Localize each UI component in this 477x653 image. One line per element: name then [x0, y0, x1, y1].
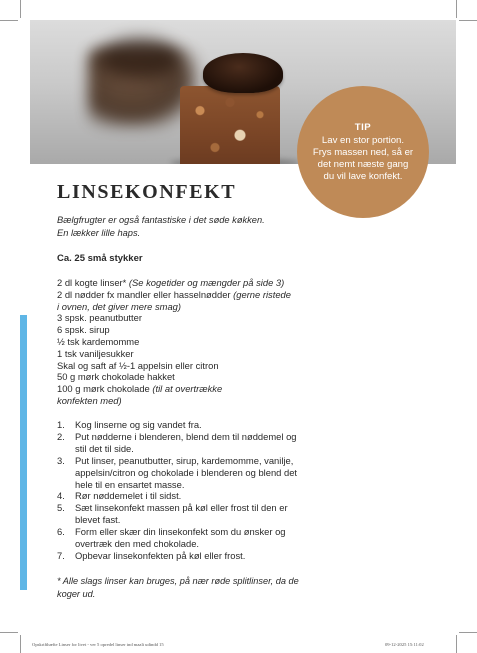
footnote [57, 575, 299, 600]
tip-line: du vil lave konfekt. [323, 170, 403, 182]
tip-badge [297, 86, 429, 218]
step-item [57, 550, 337, 562]
tip-title: TIP [354, 121, 372, 133]
ingredient-text: 6 spsk. sirup [57, 324, 110, 336]
step-number: 7. [57, 549, 65, 561]
crop-mark [459, 632, 477, 633]
ingredient-line [57, 312, 291, 324]
ingredient-line [57, 348, 291, 360]
crop-mark [0, 20, 18, 21]
step-item [57, 431, 337, 455]
background-chocolate-cap [100, 38, 180, 78]
step-line: Put nødderne i blenderen, blend dem til nøddemel og [75, 430, 297, 442]
ingredient-line [57, 383, 291, 395]
ingredient-text: 3 spsk. peanutbutter [57, 312, 142, 324]
ingredient-note: i ovnen, det giver mere smag) [57, 300, 182, 312]
crop-mark [459, 20, 477, 21]
crop-mark [456, 635, 457, 653]
step-line: Sæt linsekonfekt massen på køl eller frost til den er [75, 502, 288, 514]
ingredient-text: Skal og saft af ½-1 appelsin eller citron [57, 359, 219, 371]
step-number: 4. [57, 490, 65, 502]
ingredient-text: ½ tsk kardemomme [57, 335, 140, 347]
print-slug-file: Opskrifthæfte Linser for livet - ver 5 opredel linser ind maali udindd 15 [32, 642, 164, 647]
lentil-confection [180, 86, 280, 164]
step-line: overtræk den med chokolade. [75, 538, 200, 550]
ingredient-line [57, 301, 291, 313]
step-number: 2. [57, 430, 65, 442]
step-item [57, 419, 337, 431]
ingredient-line [57, 324, 291, 336]
step-item [57, 502, 337, 526]
print-slug-date: 09-12-2025 15:11:02 [385, 642, 424, 647]
ingredient-text: 2 dl kogte linser* [57, 277, 129, 288]
recipe-intro [57, 214, 265, 240]
tip-line: Frys massen ned, så er [312, 146, 414, 158]
step-number: 3. [57, 454, 65, 466]
step-line: Form eller skær din linsekonfekt som du ønsker og [75, 526, 286, 538]
ingredient-line [57, 289, 291, 301]
step-line: Opbevar linsekonfekten på køl eller frost. [75, 549, 246, 561]
step-line: Kog linserne og sig vandet fra. [75, 419, 202, 430]
chocolate-cap [203, 53, 283, 93]
ingredient-note: (Se kogetider og mængder på side 3) [128, 277, 285, 288]
ingredient-line [57, 395, 291, 407]
step-number: 5. [57, 502, 65, 514]
ingredient-line [57, 360, 291, 372]
ingredient-text: 50 g mørk chokolade hakket [57, 371, 175, 383]
intro-line: En lækker lille haps. [57, 228, 141, 238]
step-line: Rør nøddemelet i til sidst. [75, 490, 182, 502]
step-line: Put linser, peanutbutter, sirup, kardemomme, vanilje, [75, 454, 294, 466]
step-item [57, 526, 337, 550]
ingredient-note: (gerne ristede [233, 288, 291, 300]
accent-bar [20, 315, 27, 590]
ingredient-line [57, 277, 291, 289]
recipe-yield: Ca. 25 små stykker [57, 253, 143, 264]
step-item [57, 490, 337, 502]
footnote-line: * Alle slags linser kan bruges, på nær røde splitlinser, da de [57, 576, 299, 586]
step-number: 6. [57, 526, 65, 538]
crop-mark [0, 632, 18, 633]
ingredient-text: 2 dl nødder fx mandler eller hasselnødder [57, 288, 234, 300]
ingredient-text: 100 g mørk chokolade [57, 383, 153, 395]
step-line: appelsin/citron og chokolade i blenderen og blend det [75, 466, 298, 478]
ingredient-line [57, 336, 291, 348]
ingredient-list [57, 277, 291, 407]
step-line: hele til en ensartet masse. [75, 478, 185, 490]
crop-mark [456, 0, 457, 18]
crop-mark [20, 0, 21, 18]
footnote-line: koger ud. [57, 588, 96, 599]
tip-line: det nemt næste gang [317, 158, 409, 170]
ingredient-line [57, 371, 291, 383]
ingredient-note: konfekten med) [57, 394, 122, 406]
step-number: 1. [57, 419, 65, 430]
tip-line: Lav en stor portion. [321, 134, 405, 146]
ingredient-text: 1 tsk vaniljesukker [57, 347, 134, 359]
crop-mark [20, 635, 21, 653]
recipe-title: LINSEKONFEKT [57, 181, 237, 203]
intro-line: Bælgfrugter er også fantastiske i det søde køkken. [57, 215, 265, 225]
step-item [57, 455, 337, 491]
step-line: stil det til side. [75, 442, 134, 454]
step-line: blevet fast. [75, 514, 121, 526]
ingredient-note: (til at overtrække [152, 383, 223, 395]
method-steps [57, 419, 337, 562]
